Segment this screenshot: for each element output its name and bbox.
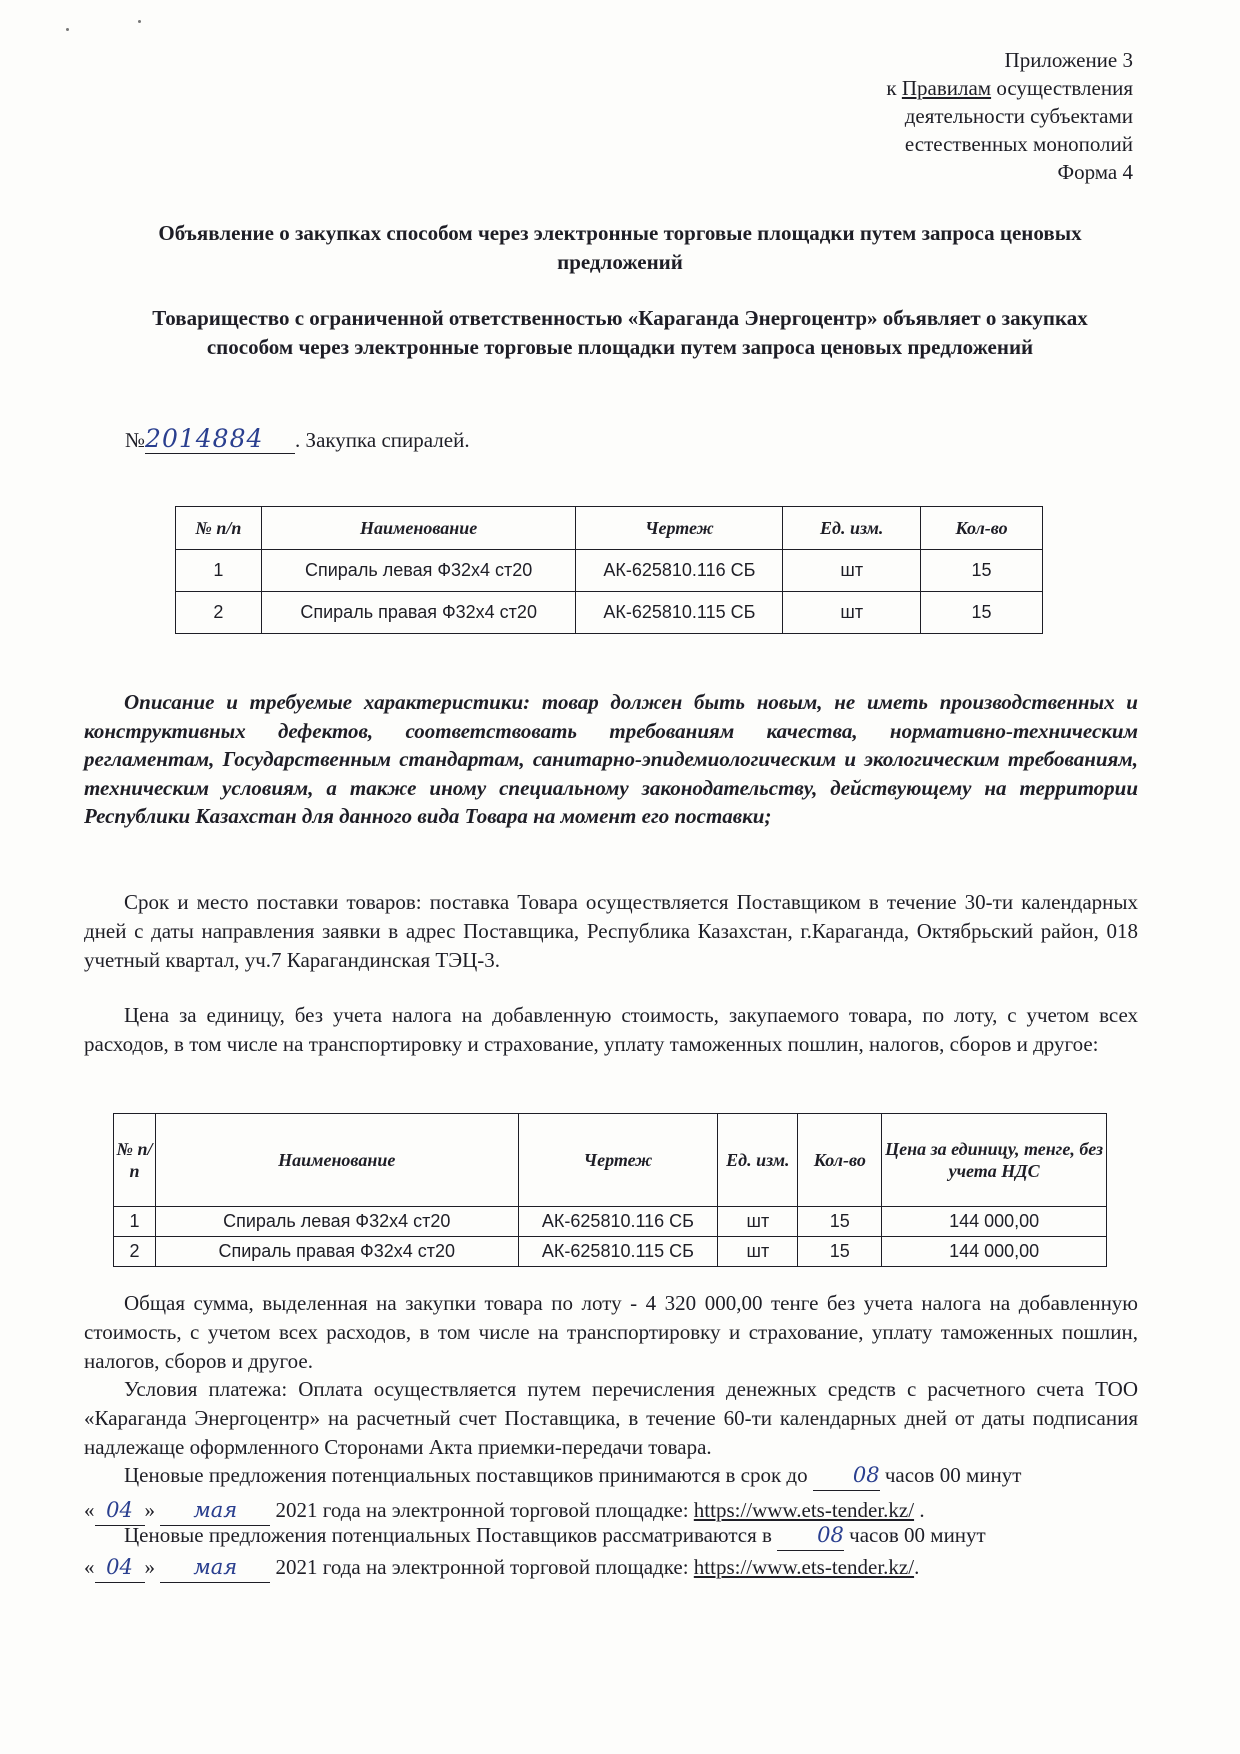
price-intro-paragraph: Цена за единицу, без учета налога на добавленную стоимость, закупаемого товара, по лоту, с учетом всех расходов, в том числе на транспортировку и страхование, уплату таможенных пошлин, налогов, сборов и другое: — [84, 1003, 1138, 1056]
announcement-heading: Товарищество с ограниченной ответственностью «Караганда Энергоцентр» объявляет о закупках способом через электронные торговые площадки путем запроса ценовых предложений — [152, 306, 1088, 359]
table-row — [114, 1207, 1107, 1237]
cell-drawing: АК-625810.116 СБ — [576, 550, 783, 592]
col-header: Наименование — [261, 507, 576, 550]
lot-title: . Закупка спиралей. — [295, 428, 470, 452]
col-header: Наименование — [155, 1114, 518, 1207]
appendix-block — [886, 46, 1133, 186]
cell-price: 144 000,00 — [882, 1207, 1107, 1237]
col-header: Чертеж — [518, 1114, 718, 1207]
col-header: Ед. изм. — [718, 1114, 798, 1207]
deadline-text: часов 00 минут — [879, 1463, 1022, 1487]
total-paragraph: Общая сумма, выделенная на закупки товара по лоту - 4 320 000,00 тенге без учета налога на добавленную стоимость, с учетом всех расходов, в том числе на транспортировку и страхование, уплату таможенных пошлин, налогов, сборов и другое. — [84, 1291, 1138, 1373]
month-handwritten: мая — [160, 1553, 270, 1583]
cell-number: 1 — [176, 550, 262, 592]
appendix-text: осуществления — [991, 76, 1133, 100]
description-paragraph: Описание и требуемые характеристики: товар должен быть новым, не иметь производственных и конструктивных дефектов, соответствовать требованиям качества, нормативно-техническим регламентам, Государственным стандартам, санитарно-эпидемиологическим и экологическим требованиям, техническим условиям, а также иному специальному законодательству, действующему на территории Республики Казахстан для данного вида Товара на момент его поставки; — [84, 690, 1138, 828]
col-header: Кол-во — [798, 1114, 882, 1207]
cell-name: Спираль правая Ф32х4 ст20 — [261, 592, 576, 634]
quote: « — [84, 1498, 95, 1522]
items-table — [175, 506, 1043, 634]
col-header: Ед. изм. — [783, 507, 921, 550]
deadline-text: 2021 года на электронной торговой площадке: — [270, 1555, 694, 1579]
lot-line — [125, 424, 470, 454]
appendix-line: Приложение 3 — [1004, 48, 1133, 72]
cell-number: 2 — [114, 1237, 156, 1267]
lot-prefix: № — [125, 428, 146, 452]
cell-unit: шт — [783, 592, 921, 634]
cell-unit: шт — [718, 1237, 798, 1267]
cell-unit: шт — [783, 550, 921, 592]
table-row — [114, 1237, 1107, 1267]
appendix-line: естественных монополий — [904, 132, 1133, 156]
cell-unit: шт — [718, 1207, 798, 1237]
cell-quantity: 15 — [798, 1207, 882, 1237]
cell-name: Спираль левая Ф32х4 ст20 — [155, 1207, 518, 1237]
price-table — [113, 1113, 1107, 1267]
cell-price: 144 000,00 — [882, 1237, 1107, 1267]
document-title: Объявление о закупках способом через электронные торговые площадки путем запроса ценовых предложений — [158, 221, 1082, 274]
hour-handwritten: 08 — [813, 1461, 880, 1491]
ets-tender-link[interactable]: https://www.ets-tender.kz/ — [693, 1498, 915, 1522]
table-row — [176, 550, 1043, 592]
day-handwritten: 04 — [95, 1496, 145, 1526]
cell-drawing: АК-625810.116 СБ — [518, 1207, 718, 1237]
deadline-text: 2021 года на электронной торговой площадке: — [270, 1498, 694, 1522]
col-header: Цена за единицу, тенге, без учета НДС — [882, 1114, 1107, 1207]
deadline-review-line — [84, 1521, 1138, 1551]
deadline-end: . — [914, 1498, 925, 1522]
cell-number: 2 — [176, 592, 262, 634]
col-header: Чертеж — [576, 507, 783, 550]
cell-number: 1 — [114, 1207, 156, 1237]
scan-speck — [66, 28, 69, 31]
cell-drawing: АК-625810.115 СБ — [576, 592, 783, 634]
hour-handwritten: 08 — [777, 1521, 844, 1551]
appendix-line — [886, 74, 1133, 102]
day-handwritten: 04 — [95, 1553, 145, 1583]
col-header: № п/п — [114, 1114, 156, 1207]
ets-tender-link[interactable]: https://www.ets-tender.kz/ — [693, 1555, 915, 1579]
cell-name: Спираль правая Ф32х4 ст20 — [155, 1237, 518, 1267]
col-header: № п/п — [176, 507, 262, 550]
deadline-submission-line — [84, 1461, 1138, 1491]
month-handwritten: мая — [160, 1496, 270, 1526]
cell-drawing: АК-625810.115 СБ — [518, 1237, 718, 1267]
scan-speck — [138, 20, 141, 23]
quote: » — [144, 1498, 161, 1522]
table-header-row — [114, 1114, 1107, 1207]
table-row — [176, 592, 1043, 634]
lot-number-handwritten: 2014884 — [145, 424, 295, 454]
deadline-review-date-line — [84, 1553, 1138, 1583]
quote: » — [144, 1555, 161, 1579]
cell-quantity: 15 — [798, 1237, 882, 1267]
deadline-end: . — [914, 1555, 920, 1579]
appendix-text: к — [886, 76, 902, 100]
payment-paragraph: Условия платежа: Оплата осуществляется путем перечисления денежных средств с расчетного счета ТОО «Караганда Энергоцентр» на расчетный счет Поставщика, в течение 60-ти календарных дней от даты подписания надлежаще оформленного Сторонами Акта приемки-передачи товара. — [84, 1377, 1138, 1459]
cell-name: Спираль левая Ф32х4 ст20 — [261, 550, 576, 592]
cell-quantity: 15 — [921, 592, 1043, 634]
appendix-form-number: Форма 4 — [1057, 160, 1133, 184]
delivery-paragraph: Срок и место поставки товаров: поставка Товара осуществляется Поставщиком в течение 30-ти календарных дней с даты направления заявки в адрес Поставщика, Республика Казахстан, г.Караганда, Октябрьский район, 018 учетный квартал, уч.7 Карагандинская ТЭЦ-3. — [84, 890, 1138, 972]
deadline-text: часов 00 минут — [843, 1523, 986, 1547]
deadline-text: Ценовые предложения потенциальных поставщиков принимаются в срок до — [124, 1463, 813, 1487]
appendix-rules-underlined: Правилам — [901, 76, 992, 100]
appendix-line: деятельности субъектами — [904, 104, 1133, 128]
table-header-row — [176, 507, 1043, 550]
cell-quantity: 15 — [921, 550, 1043, 592]
col-header: Кол-во — [921, 507, 1043, 550]
deadline-text: Ценовые предложения потенциальных Поставщиков рассматриваются в — [124, 1523, 778, 1547]
quote: « — [84, 1555, 95, 1579]
